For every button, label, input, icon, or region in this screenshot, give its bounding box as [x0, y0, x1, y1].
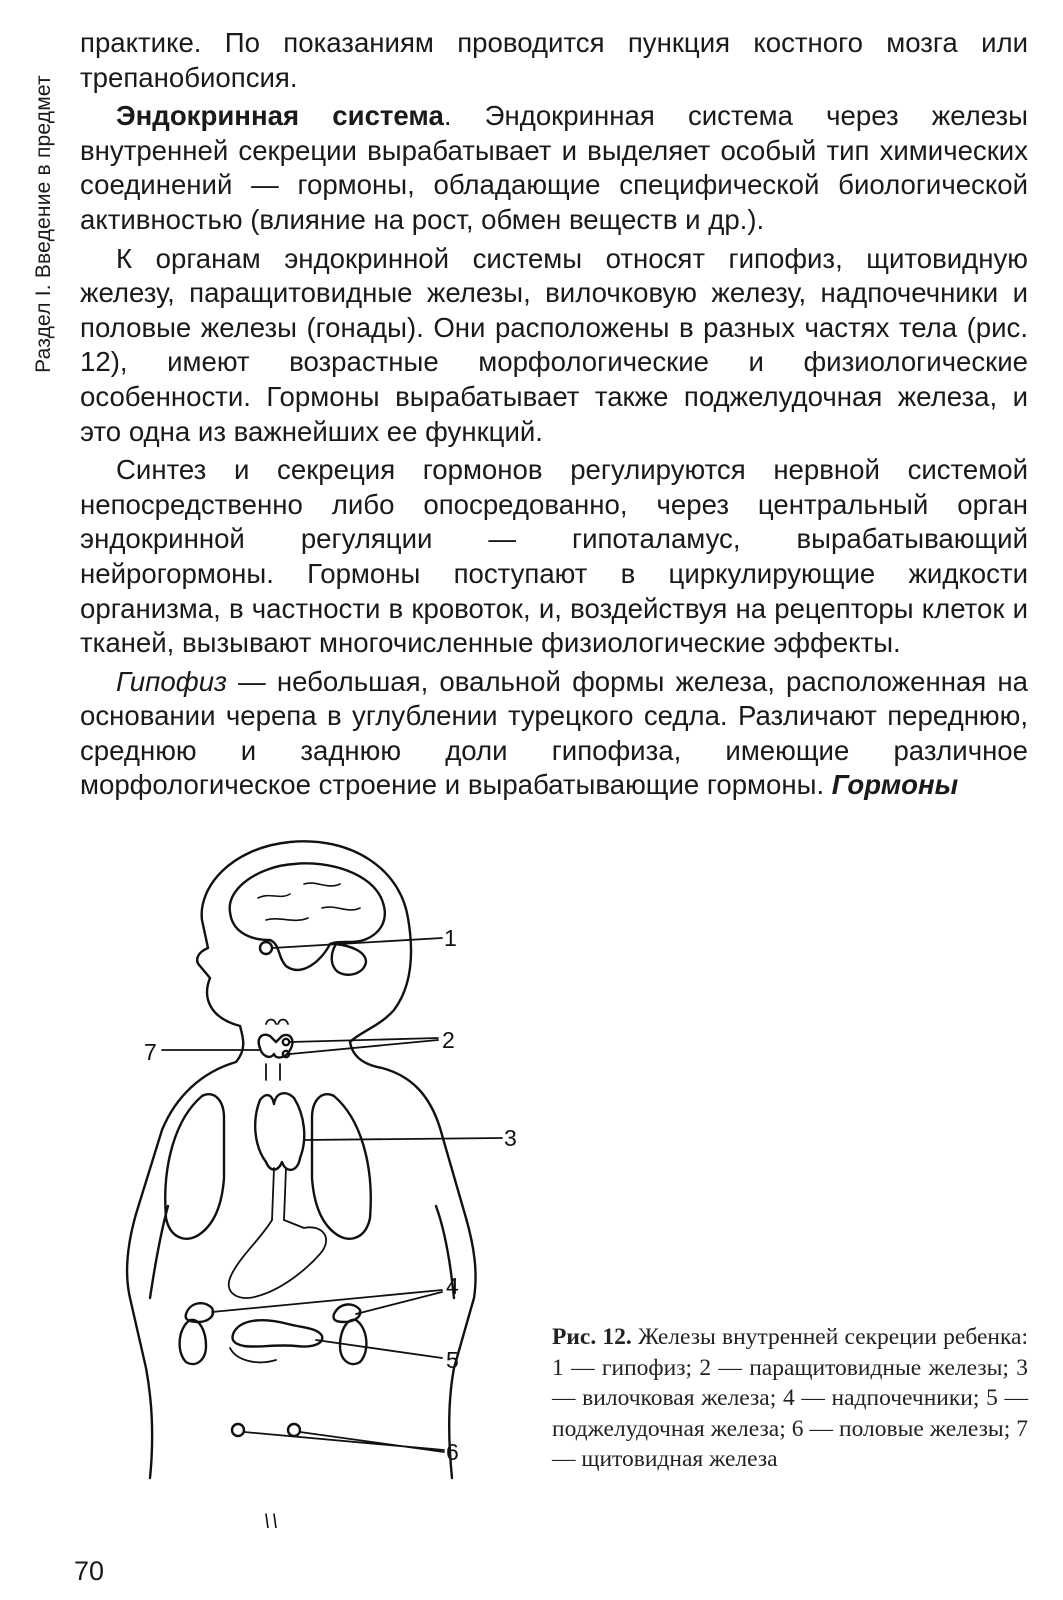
lung-right	[312, 1094, 371, 1238]
kidney-right	[340, 1320, 366, 1364]
body-outline	[127, 841, 475, 1478]
duodenum-icon	[230, 1348, 276, 1362]
leader-line-1	[272, 938, 442, 948]
figure-label-6: 6	[446, 1439, 459, 1465]
larynx-icon	[266, 1020, 288, 1025]
cerebellum-icon	[332, 944, 366, 975]
figure-caption-text: Железы внутренней секреции ребенка: 1 — гипофиз; 2 — паращитовидные железы; 3 — вилочковая железа; 4 — надпочечники; 5 — поджелудочная железа; 6 — половые железы; 7 — щитовидная железа	[552, 1324, 1028, 1472]
child-body-diagram	[90, 828, 540, 1528]
figure-label-4: 4	[446, 1273, 459, 1299]
section-running-head	[24, 32, 64, 416]
leader-line-2	[290, 1038, 438, 1054]
paragraph-text: К органам эндокринной системы относят гипофиз, щитовидную железу, паращитовидные железы, вилочковую железу, надпочечники и половые железы (гонады). Они расположены в разных частях тела (рис. 12), имеют возрастные морфологические и физиологические особенности. Гормоны вырабатывает также поджелудочная железа, и это одна из важнейших ее функций.	[80, 242, 1028, 447]
body-text	[80, 26, 1028, 807]
gonad-left	[232, 1424, 244, 1436]
lung-left	[165, 1094, 224, 1238]
thymus-gland	[255, 1093, 304, 1170]
esophagus	[272, 1168, 286, 1220]
paragraph-tail-bold-italic: Гормоны	[831, 769, 959, 801]
figure-label-5: 5	[446, 1347, 459, 1373]
page-number: 70	[74, 1556, 105, 1586]
paragraph-endocrine-system	[80, 99, 1028, 237]
paragraph-text: Синтез и секреция гормонов регулируются нервной системой непосредственно либо опосредованно, через центральный орган эндокринной регуляции — гипоталамус, вырабатывающий нейрогормоны. Гормоны поступают в циркулирующие жидкости организма, в частности в кровоток, и, воздействуя на рецепторы клеток и тканей, вызывают многочисленные физиологические эффекты.	[80, 454, 1028, 659]
arm-lines	[150, 1206, 454, 1298]
brain-folds	[258, 883, 360, 920]
leader-line-5	[316, 1340, 442, 1358]
gonad-right	[288, 1424, 300, 1436]
figure-caption-lead: Рис. 12.	[552, 1324, 632, 1350]
figure-label-1: 1	[444, 925, 457, 951]
pituitary-gland	[260, 942, 272, 954]
figure-label-7: 7	[144, 1039, 157, 1065]
paragraph-pituitary	[80, 665, 1028, 803]
stomach-icon	[229, 1220, 326, 1298]
genital-mark	[266, 1514, 276, 1528]
paragraph-text: — небольшая, овальной формы железа, расположенная на основании черепа в углублении турецкого седла. Различают переднюю, среднюю и заднюю доли гипофиза, имеющие различное морфологическое строение и вырабатывающие гормоны.	[80, 665, 1028, 801]
pancreas-gland	[232, 1320, 322, 1346]
leader-line-6	[244, 1432, 444, 1452]
parathyroid-gland-upper	[283, 1039, 289, 1045]
trachea-icon	[266, 1064, 280, 1080]
kidney-left	[180, 1320, 206, 1364]
figure-endocrine-glands	[90, 828, 540, 1528]
paragraph-continuation	[80, 26, 1028, 95]
paragraph-text: . Эндокринная система через железы внутренней секреции вырабатывает и выделяет особый тип химических соединений — гормоны, обладающие специфической биологической активностью (влияние на рост, обмен веществ и др.).	[80, 100, 1028, 235]
paragraph-hormone-synthesis	[80, 453, 1028, 661]
leader-line-4	[212, 1290, 442, 1314]
figure-caption	[552, 1322, 1028, 1475]
paragraph-lead-bold: Эндокринная система	[116, 100, 444, 132]
paragraph-organs	[80, 242, 1028, 450]
paragraph-text: практике. По показаниям проводится пункция костного мозга или трепанобиопсия.	[80, 27, 1028, 93]
leader-line-3	[304, 1138, 502, 1140]
paragraph-lead-italic: Гипофиз	[116, 665, 227, 697]
figure-label-3: 3	[504, 1125, 517, 1151]
figure-label-2: 2	[442, 1027, 455, 1053]
section-running-head-text: Раздел I. Введение в предмет	[32, 75, 55, 373]
